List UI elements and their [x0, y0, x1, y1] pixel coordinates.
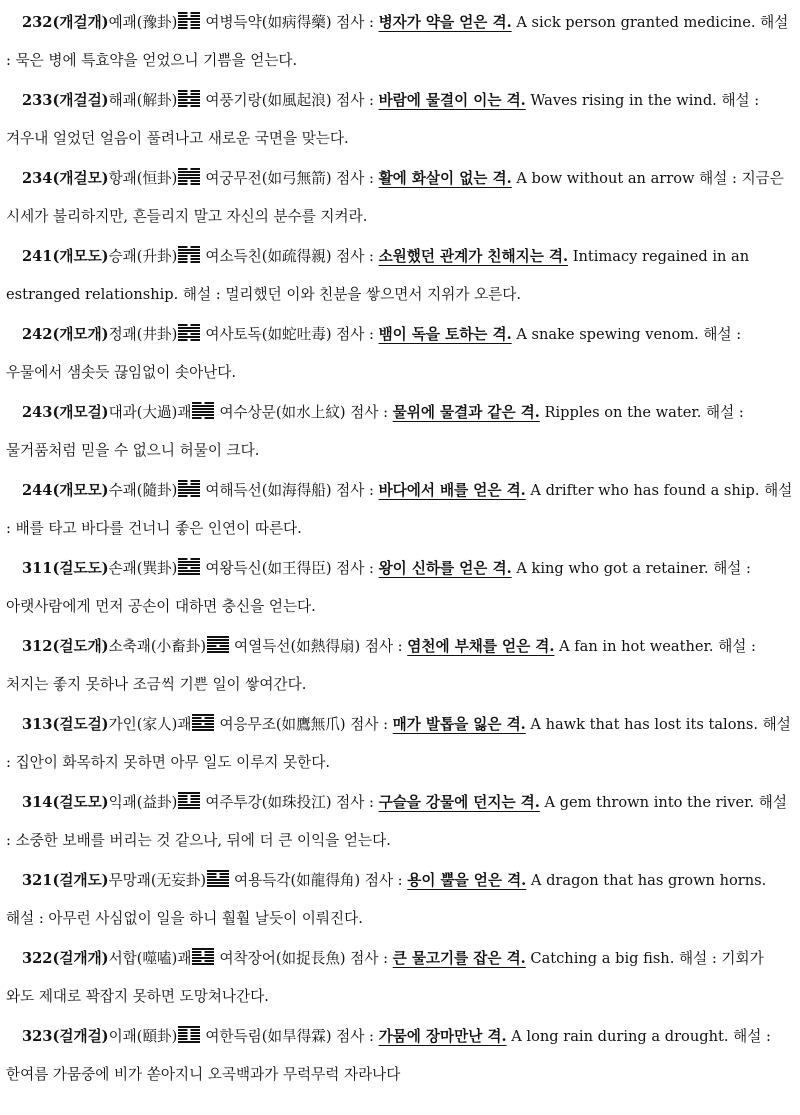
hexagram-icon [207, 635, 229, 654]
solid-line [178, 102, 200, 104]
idiom: 여열득선(如熱得扇) [234, 638, 361, 655]
idiom: 여한득림(如旱得霖) [205, 1028, 332, 1045]
broken-line [191, 99, 201, 101]
fortune-text: 용이 뿔을 얻은 격. [407, 872, 527, 889]
broken-line [178, 324, 188, 326]
entry-code: 234(개걸모) [22, 170, 109, 187]
broken-line [191, 258, 201, 260]
fortune-text: 바다에서 배를 얻은 격. [378, 482, 526, 499]
fortune-text: 물위에 물결과 같은 격. [392, 404, 540, 421]
broken-line [191, 105, 201, 107]
fortune-text: 매가 발톱을 잃은 격. [392, 716, 526, 733]
entry-code: 243(개모걸) [22, 404, 109, 421]
broken-line [191, 90, 201, 92]
note-text: 지금은 시세가 불리하지만, 흔들리지 말고 자신의 분수를 지켜라. [6, 170, 784, 225]
broken-line [191, 1038, 201, 1040]
solid-line [207, 648, 229, 650]
broken-line [191, 246, 201, 248]
solid-line [192, 963, 214, 965]
entry-paragraph: 241(개모도)승괘(升卦) 여소득친(如疏得親) 점사 : 소원했던 관계가 친해지는 격. Intimacy regained in an estranged relationship. 해설 : 멀리했던 이와 친분을 쌓으면서 지위가 오른다. [6, 238, 794, 314]
idiom: 여소득친(如疏得親) [205, 248, 332, 265]
hexagram-name: 서합(噬嗑)괘 [108, 950, 192, 967]
note-text: 멀리했던 이와 친분을 쌓으면서 지위가 오른다. [225, 286, 522, 303]
fortune-text: 왕이 신하를 얻은 격. [378, 560, 512, 577]
entry-paragraph: 311(걸도도)손괘(巽卦) 여왕득신(如王得臣) 점사 : 왕이 신하를 얻은 격. A king who got a retainer. 해설 : 아랫사람에게 먼저 공손이 대하면 충신을 얻는다. [6, 550, 794, 626]
hexagram-name: 가인(家人)괘 [108, 716, 192, 733]
note-label: 해설 [6, 910, 35, 927]
solid-line [207, 885, 229, 887]
broken-line [178, 1029, 188, 1031]
fortune-label: 점사 [336, 170, 365, 187]
broken-line [191, 495, 201, 497]
broken-line [205, 402, 215, 404]
idiom: 여용득각(如龍得角) [234, 872, 361, 889]
fortune-label: 점사 [364, 872, 394, 889]
english-translation: Waves rising in the wind. [530, 92, 717, 109]
broken-line [178, 15, 188, 17]
english-translation: A king who got a retainer. [516, 560, 709, 577]
solid-line [178, 18, 200, 20]
broken-line [191, 1029, 201, 1031]
broken-line [178, 12, 188, 14]
entry-code: 322(걸개개) [22, 950, 109, 967]
broken-line [178, 90, 188, 92]
idiom: 여사토독(如蛇吐毒) [205, 326, 332, 343]
note-text: 겨우내 얼었던 얼음이 풀려나고 새로운 국면을 맞는다. [6, 130, 349, 147]
fortune-label: 점사 [350, 404, 379, 421]
note-text: 아무런 사심없이 일을 하니 훨훨 날듯이 이뤄진다. [48, 910, 363, 927]
entry-paragraph: 232(개걸개)예괘(豫卦) 여병득약(如病得藥) 점사 : 병자가 약을 얻은 격. A sick person granted medicine. 해설 : 묵은 병에 특효약을 얻었으니 기쁨을 얻는다. [6, 4, 794, 80]
solid-line [178, 171, 200, 173]
entry-code: 314(걸도모) [22, 794, 109, 811]
idiom: 여왕득신(如王得臣) [205, 560, 332, 577]
broken-line [191, 24, 201, 26]
broken-line [178, 795, 188, 797]
broken-line [191, 255, 201, 257]
fortune-text: 구슬을 강물에 던지는 격. [378, 794, 540, 811]
fortune-label: 점사 [336, 560, 365, 577]
fortune-text: 활에 화살이 없는 격. [378, 170, 512, 187]
hexagram-icon [192, 947, 214, 966]
entry-paragraph: 233(개걸걸)해괘(解卦) 여풍기랑(如風起浪) 점사 : 바람에 물결이 이는 격. Waves rising in the wind. 해설 : 겨우내 얼었던 얼음이 풀려나고 새로운 국면을 맞는다. [6, 82, 794, 158]
broken-line [205, 723, 215, 725]
solid-line [207, 879, 229, 881]
hexagram-icon [207, 869, 229, 888]
idiom: 여착장어(如捉長魚) [219, 950, 346, 967]
note-label: 해설 [713, 560, 742, 577]
broken-line [178, 798, 188, 800]
broken-line [205, 951, 215, 953]
idiom: 여해득선(如海得船) [205, 482, 332, 499]
hexagram-icon [192, 401, 214, 420]
english-translation: A fan in hot weather. [559, 638, 714, 655]
broken-line [191, 12, 201, 14]
fortune-text: 소원했던 관계가 친해지는 격. [378, 248, 569, 265]
broken-line [220, 876, 230, 878]
solid-line [178, 174, 200, 176]
hexagram-icon [178, 791, 200, 810]
broken-line [192, 951, 202, 953]
note-text: 기회가 와도 제대로 꽉잡지 못하면 도망쳐나간다. [6, 950, 764, 1005]
english-translation: A sick person granted medicine. [516, 14, 756, 31]
hexagram-name: 대과(大過)괘 [108, 404, 192, 421]
broken-line [205, 960, 215, 962]
entry-paragraph: 321(걸개도)무망괘(无妄卦) 여용득각(如龍得角) 점사 : 용이 뿔을 얻은 격. A dragon that has grown horns. 해설 : 아무런 사심없이 일을 하니 훨훨 날듯이 이뤄진다. [6, 862, 794, 938]
broken-line [192, 402, 202, 404]
hexagram-icon [178, 11, 200, 30]
entry-paragraph: 314(걸도모)익괘(益卦) 여주투강(如珠投江) 점사 : 구슬을 강물에 던지는 격. A gem thrown into the river. 해설 : 소중한 보배를 버리는 것 같으나, 뒤에 더 큰 이익을 얻는다. [6, 784, 794, 860]
hexagram-name: 항괘(恒卦) [108, 170, 178, 187]
solid-line [178, 792, 200, 794]
broken-line [191, 795, 201, 797]
hexagram-icon [178, 1025, 200, 1044]
note-label: 해설 [718, 638, 747, 655]
solid-line [192, 714, 214, 716]
note-text: 처지는 좋지 못하나 조금씩 기쁜 일이 쌓여간다. [6, 676, 307, 693]
broken-line [178, 339, 188, 341]
english-translation: A long rain during a drought. [511, 1028, 729, 1045]
entry-code: 312(걸도개) [22, 638, 109, 655]
note-label: 해설 [699, 170, 728, 187]
idiom: 여풍기랑(如風起浪) [205, 92, 332, 109]
broken-line [191, 27, 201, 29]
solid-line [178, 489, 200, 491]
entry-paragraph: 312(걸도개)소축괘(小畜卦) 여열득선(如熱得扇) 점사 : 염천에 부채를 얻은 격. A fan in hot weather. 해설 : 처지는 좋지 못하나 조금씩 기쁜 일이 쌓여간다. [6, 628, 794, 704]
broken-line [191, 93, 201, 95]
broken-line [178, 1032, 188, 1034]
broken-line [178, 246, 188, 248]
solid-line [207, 639, 229, 641]
note-label: 해설 [721, 92, 750, 109]
solid-line [192, 408, 214, 410]
fortune-text: 큰 물고기를 잡은 격. [392, 950, 526, 967]
note-text: 배를 타고 바다를 건너니 좋은 인연이 따른다. [15, 520, 302, 537]
note-label: 해설 [182, 286, 212, 303]
broken-line [178, 105, 188, 107]
broken-line [192, 960, 202, 962]
fortune-text: 염천에 부채를 얻은 격. [407, 638, 555, 655]
idiom: 여응무조(如鷹無爪) [219, 716, 346, 733]
entry-code: 232(개걸개) [22, 14, 109, 31]
english-translation: A hawk that has lost its talons. [530, 716, 759, 733]
solid-line [178, 486, 200, 488]
solid-line [192, 726, 214, 728]
hexagram-name: 승괘(升卦) [108, 248, 178, 265]
broken-line [191, 261, 201, 263]
note-text: 우물에서 샘솟듯 끊임없이 솟아난다. [6, 364, 237, 381]
fortune-label: 점사 [350, 716, 379, 733]
entry-code: 233(개걸걸) [22, 92, 109, 109]
fortune-text: 병자가 약을 얻은 격. [378, 14, 512, 31]
note-label: 해설 [762, 716, 791, 733]
solid-line [178, 804, 200, 806]
hexagram-name: 예괘(豫卦) [108, 14, 178, 31]
broken-line [191, 183, 201, 185]
idiom: 여주투강(如珠投江) [205, 794, 332, 811]
solid-line [178, 573, 200, 575]
note-label: 해설 [764, 482, 793, 499]
solid-line [207, 651, 229, 653]
hexagram-name: 해괘(解卦) [108, 92, 178, 109]
broken-line [192, 723, 202, 725]
fortune-label: 점사 [336, 248, 365, 265]
solid-line [178, 807, 200, 809]
fortune-label: 점사 [336, 92, 365, 109]
broken-line [191, 480, 201, 482]
fortune-label: 점사 [336, 326, 365, 343]
english-translation: A snake spewing venom. [516, 326, 699, 343]
broken-line [207, 873, 217, 875]
broken-line [205, 717, 215, 719]
note-label: 해설 [703, 326, 732, 343]
fortune-label: 점사 [336, 794, 365, 811]
broken-line [192, 717, 202, 719]
solid-line [192, 405, 214, 407]
entry-code: 242(개모개) [22, 326, 109, 343]
solid-line [192, 948, 214, 950]
fortune-label: 점사 [336, 482, 365, 499]
broken-line [178, 27, 188, 29]
entry-code: 313(걸도걸) [22, 716, 109, 733]
broken-line [191, 15, 201, 17]
entry-paragraph: 323(걸개걸)이괘(頤卦) 여한득림(如旱得霖) 점사 : 가뭄에 장마만난 격. A long rain during a drought. 해설 : 한여름 가뭄중에 비가 쏟아지니 오곡백과가 무럭무럭 자라나다 [6, 1018, 794, 1094]
broken-line [207, 876, 217, 878]
broken-line [191, 168, 201, 170]
broken-line [178, 558, 188, 560]
solid-line [207, 642, 229, 644]
broken-line [191, 801, 201, 803]
broken-line [191, 21, 201, 23]
broken-line [191, 333, 201, 335]
broken-line [192, 417, 202, 419]
entry-paragraph: 243(개모걸)대과(大過)괘 여수상문(如水上紋) 점사 : 물위에 물결과 같은 격. Ripples on the water. 해설 : 물거품처럼 믿을 수 없으니 허물이 크다. [6, 394, 794, 470]
broken-line [178, 24, 188, 26]
solid-line [178, 327, 200, 329]
hexagram-icon [192, 713, 214, 732]
broken-line [191, 1032, 201, 1034]
broken-line [220, 645, 230, 647]
note-label: 해설 [733, 1028, 762, 1045]
broken-line [178, 567, 188, 569]
broken-line [178, 255, 188, 257]
solid-line [178, 330, 200, 332]
broken-line [178, 483, 188, 485]
entry-paragraph: 322(걸개개)서합(噬嗑)괘 여착장어(如捉長魚) 점사 : 큰 물고기를 잡은 격. Catching a big fish. 해설 : 기회가 와도 제대로 꽉잡지 못하면 도망쳐나간다. [6, 940, 794, 1016]
hexagram-icon [178, 323, 200, 342]
solid-line [178, 561, 200, 563]
broken-line [205, 954, 215, 956]
idiom: 여수상문(如水上紋) [219, 404, 346, 421]
hexagram-icon [178, 167, 200, 186]
english-translation: A gem thrown into the river. [544, 794, 755, 811]
english-translation: A drifter who has found a ship. [530, 482, 760, 499]
broken-line [178, 480, 188, 482]
note-label: 해설 [705, 404, 735, 421]
note-label: 해설 [679, 950, 708, 967]
hexagram-name: 이괘(頤卦) [108, 1028, 178, 1045]
broken-line [178, 261, 188, 263]
broken-line [178, 1035, 188, 1037]
idiom: 여궁무전(如弓無箭) [205, 170, 332, 187]
note-text: 소중한 보배를 버리는 것 같으나, 뒤에 더 큰 이익을 얻는다. [15, 832, 391, 849]
hexagram-name: 무망괘(无妄卦) [108, 872, 207, 889]
broken-line [191, 180, 201, 182]
broken-line [178, 258, 188, 260]
broken-line [178, 801, 188, 803]
hexagram-name: 익괘(益卦) [108, 794, 178, 811]
broken-line [191, 324, 201, 326]
hexagram-name: 정괘(井卦) [108, 326, 178, 343]
broken-line [178, 93, 188, 95]
english-translation: A dragon that has grown horns. [530, 872, 767, 889]
solid-line [192, 957, 214, 959]
entry-paragraph: 242(개모개)정괘(井卦) 여사토독(如蛇吐毒) 점사 : 뱀이 독을 토하는 격. A snake spewing venom. 해설 : 우물에서 샘솟듯 끊임없이 솟아난다. [6, 316, 794, 392]
solid-line [178, 252, 200, 254]
hexagram-icon [178, 89, 200, 108]
note-text: 묵은 병에 특효약을 얻었으니 기쁨을 얻는다. [15, 52, 298, 69]
broken-line [178, 168, 188, 170]
broken-line [192, 954, 202, 956]
entry-paragraph: 234(개걸모)항괘(恒卦) 여궁무전(如弓無箭) 점사 : 활에 화살이 없는 격. A bow without an arrow 해설 : 지금은 시세가 불리하지만, 흔들리지 말고 자신의 분수를 지켜라. [6, 160, 794, 236]
idiom: 여병득약(如病得藥) [205, 14, 332, 31]
english-translation: Ripples on the water. [544, 404, 702, 421]
note-text: 집안이 화목하지 못하면 아무 일도 이루지 못한다. [15, 754, 330, 771]
broken-line [178, 1038, 188, 1040]
broken-line [191, 567, 201, 569]
broken-line [220, 873, 230, 875]
broken-line [178, 333, 188, 335]
solid-line [178, 336, 200, 338]
broken-line [191, 483, 201, 485]
solid-line [178, 564, 200, 566]
broken-line [191, 798, 201, 800]
hexagram-icon [178, 245, 200, 264]
broken-line [178, 99, 188, 101]
solid-line [178, 177, 200, 179]
broken-line [178, 183, 188, 185]
fortune-text: 바람에 물결이 이는 격. [378, 92, 526, 109]
solid-line [178, 249, 200, 251]
broken-line [178, 495, 188, 497]
entry-code: 244(개모모) [22, 482, 109, 499]
fortune-text: 가뭄에 장마만난 격. [378, 1028, 507, 1045]
solid-line [192, 414, 214, 416]
solid-line [207, 882, 229, 884]
fortune-label: 점사 [350, 950, 379, 967]
solid-line [192, 720, 214, 722]
solid-line [207, 636, 229, 638]
hexagram-icon [178, 479, 200, 498]
note-label: 해설 [760, 14, 789, 31]
english-translation: Catching a big fish. [530, 950, 675, 967]
english-translation: A bow without an arrow [516, 170, 695, 187]
solid-line [207, 870, 229, 872]
broken-line [178, 180, 188, 182]
solid-line [192, 729, 214, 731]
broken-line [207, 645, 217, 647]
note-text: 물거품처럼 믿을 수 없으니 허물이 크다. [6, 442, 260, 459]
note-label: 해설 [758, 794, 787, 811]
entry-paragraph: 244(개모모)수괘(隨卦) 여해득선(如海得船) 점사 : 바다에서 배를 얻은 격. A drifter who has found a ship. 해설 : 배를 타고 바다를 건너니 좋은 인연이 따른다. [6, 472, 794, 548]
entry-code: 241(개모도) [22, 248, 109, 265]
solid-line [178, 1026, 200, 1028]
note-text: 한여름 가뭄중에 비가 쏟아지니 오곡백과가 무럭무럭 자라나다 [6, 1066, 401, 1083]
broken-line [178, 21, 188, 23]
broken-line [191, 1035, 201, 1037]
solid-line [178, 1041, 200, 1043]
english-translation: Intimacy regained in an estranged relationship. [6, 248, 750, 303]
broken-line [191, 339, 201, 341]
fortune-label: 점사 [336, 1028, 365, 1045]
broken-line [205, 417, 215, 419]
note-text: 아랫사람에게 먼저 공손이 대하면 충신을 얻는다. [6, 598, 316, 615]
hexagram-name: 수괘(隨卦) [108, 482, 178, 499]
solid-line [178, 96, 200, 98]
entry-code: 323(걸개걸) [22, 1028, 109, 1045]
broken-line [191, 558, 201, 560]
entry-code: 321(걸개도) [22, 872, 109, 889]
fortune-text: 뱀이 독을 토하는 격. [378, 326, 512, 343]
solid-line [178, 492, 200, 494]
entry-code: 311(걸도도) [22, 560, 109, 577]
hexagram-icon [178, 557, 200, 576]
entry-paragraph: 313(걸도걸)가인(家人)괘 여응무조(如鷹無爪) 점사 : 매가 발톱을 잃은 격. A hawk that has lost its talons. 해설 : 집안이 화목하지 못하면 아무 일도 이루지 못한다. [6, 706, 794, 782]
solid-line [192, 411, 214, 413]
hexagram-name: 소축괘(小畜卦) [108, 638, 207, 655]
fortune-label: 점사 [364, 638, 394, 655]
fortune-label: 점사 [336, 14, 365, 31]
hexagram-name: 손괘(巽卦) [108, 560, 178, 577]
solid-line [178, 570, 200, 572]
